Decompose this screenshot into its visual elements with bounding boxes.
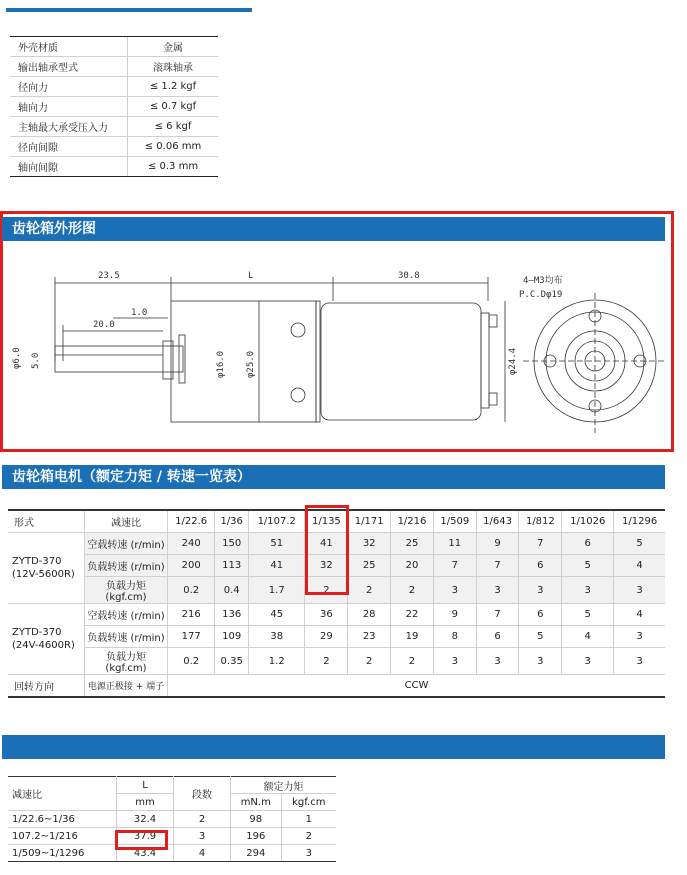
cell-L: 43.4 <box>117 845 174 862</box>
header-ratio-value: 1/643 <box>476 510 519 533</box>
table-cell: 23 <box>348 626 391 648</box>
spec-value: ≤ 1.2 kgf <box>128 77 219 97</box>
table-cell: 9 <box>433 604 476 626</box>
header-mm: mm <box>117 794 174 811</box>
table-cell: 3 <box>562 577 614 604</box>
cell-stages: 4 <box>174 845 231 862</box>
row-item: 空载转速 (r/min) <box>85 604 168 626</box>
table-cell: 38 <box>249 626 305 648</box>
table-cell: 6 <box>476 626 519 648</box>
cell-L: 32.4 <box>117 811 174 828</box>
table-cell: 29 <box>305 626 348 648</box>
table-cell: 7 <box>433 555 476 577</box>
dim-phi25: φ25.0 <box>246 350 256 378</box>
rotation-condition: 电源正极接 + 端子 <box>85 675 168 698</box>
table-cell: 20 <box>391 555 434 577</box>
ratio-135-highlight-box <box>305 505 349 595</box>
dim-phi6: φ6.0 <box>12 347 22 369</box>
header-ratio-value: 1/22.6 <box>168 510 215 533</box>
header-model: 形式 <box>8 510 85 533</box>
cell-nm: 196 <box>231 828 282 845</box>
cell-ratio: 107.2~1/216 <box>8 828 117 845</box>
table-cell: 0.2 <box>168 648 215 675</box>
table-cell: 11 <box>433 533 476 555</box>
header-ratio: 减速比 <box>85 510 168 533</box>
model-name: ZYTD-370 <box>12 627 62 638</box>
table-cell: 3 <box>433 648 476 675</box>
row-item: 负载力矩 (kgf.cm) <box>85 648 168 675</box>
table-cell: 3 <box>614 577 665 604</box>
rotation-value: CCW <box>168 675 666 698</box>
header-ratio-value: 1/812 <box>519 510 562 533</box>
section-bar-length-table <box>2 735 665 759</box>
length-37-9-highlight-box <box>115 830 168 850</box>
row-item: 负载转速 (r/min) <box>85 555 168 577</box>
table-cell: 5 <box>519 626 562 648</box>
table-cell: 2 <box>305 648 348 675</box>
table-cell: 150 <box>215 533 249 555</box>
spec-row <box>10 157 218 177</box>
length-table <box>8 776 336 862</box>
cell-L: 37.9 <box>117 828 174 845</box>
table-cell: 36 <box>305 604 348 626</box>
spec-value: ≤ 0.06 mm <box>128 137 219 157</box>
table-cell: 41 <box>305 533 348 555</box>
dim-L: L <box>248 271 254 281</box>
header-ratio-value: 1/509 <box>433 510 476 533</box>
header-ratio-value: 1/135 <box>305 510 348 533</box>
rotation-label: 回转方向 <box>8 675 85 698</box>
table-cell: 5 <box>562 604 614 626</box>
spec-label: 径向力 <box>10 77 128 97</box>
table-cell: 4 <box>614 555 665 577</box>
table-row <box>8 626 665 648</box>
table-cell: 6 <box>519 604 562 626</box>
table-cell: 5 <box>614 533 665 555</box>
table-cell: 7 <box>519 533 562 555</box>
spec-label: 轴向间隙 <box>10 157 128 177</box>
table-cell: 3 <box>519 577 562 604</box>
dim-30-8: 30.8 <box>398 271 420 281</box>
table-cell: 0.2 <box>168 577 215 604</box>
cell-stages: 2 <box>174 811 231 828</box>
row-item: 负载转速 (r/min) <box>85 626 168 648</box>
spec-row <box>10 117 218 137</box>
dim-holes: 4—M3均布 <box>523 276 563 286</box>
cell-nm: 98 <box>231 811 282 828</box>
gearbox-outline-drawing <box>3 243 671 443</box>
table-cell: 4 <box>562 626 614 648</box>
model-spec: (24V-4600R) <box>12 640 75 651</box>
table-cell: 2 <box>348 648 391 675</box>
header-torque: 额定力矩 <box>231 777 337 794</box>
table-cell: 4 <box>614 604 665 626</box>
model-cell <box>8 533 85 604</box>
table-cell: 2 <box>391 648 434 675</box>
table-cell: 2 <box>305 577 348 604</box>
table-cell: 216 <box>168 604 215 626</box>
spec-label: 输出轴承型式 <box>10 57 128 77</box>
table-cell: 51 <box>249 533 305 555</box>
rotation-row <box>8 675 665 698</box>
table-cell: 28 <box>348 604 391 626</box>
spec-label: 轴向力 <box>10 97 128 117</box>
header-ratio-value: 1/1026 <box>562 510 614 533</box>
section-title-motor-table: 齿轮箱电机（额定力矩 / 转速一览表） <box>2 465 665 489</box>
dim-1-0: 1.0 <box>131 308 148 318</box>
table-cell: 6 <box>562 533 614 555</box>
spec-label: 主轴最大承受压入力 <box>10 117 128 137</box>
header-ratio-value: 1/216 <box>391 510 434 533</box>
header-L: L <box>117 777 174 794</box>
table-cell: 5 <box>562 555 614 577</box>
section-title-outline: 齿轮箱外形图 <box>2 217 665 241</box>
spec-label: 径向间隙 <box>10 137 128 157</box>
table-cell: 3 <box>614 626 665 648</box>
spec-row <box>10 77 218 97</box>
table-cell: 2 <box>348 577 391 604</box>
table-cell: 113 <box>215 555 249 577</box>
header-ratio-value: 1/36 <box>215 510 249 533</box>
table-cell: 0.35 <box>215 648 249 675</box>
table-cell: 19 <box>391 626 434 648</box>
table-row <box>8 604 665 626</box>
cell-stages: 3 <box>174 828 231 845</box>
table-cell: 136 <box>215 604 249 626</box>
cell-kgf: 1 <box>281 811 336 828</box>
cell-kgf: 3 <box>281 845 336 862</box>
table-cell: 25 <box>391 533 434 555</box>
spec-row <box>10 57 218 77</box>
spec-value: ≤ 0.7 kgf <box>128 97 219 117</box>
dim-5-0: 5.0 <box>31 352 41 369</box>
table-cell: 3 <box>476 648 519 675</box>
table-cell: 3 <box>519 648 562 675</box>
spec-value: ≤ 0.3 mm <box>128 157 219 177</box>
table-cell: 41 <box>249 555 305 577</box>
spec-value: ≤ 6 kgf <box>128 117 219 137</box>
table-cell: 32 <box>348 533 391 555</box>
table-cell: 109 <box>215 626 249 648</box>
table-cell: 2 <box>391 577 434 604</box>
table-cell: 3 <box>433 577 476 604</box>
header-mnm: mN.m <box>231 794 282 811</box>
row-item: 空载转速 (r/min) <box>85 533 168 555</box>
spec-label: 外壳材质 <box>10 37 128 57</box>
table-cell: 1.7 <box>249 577 305 604</box>
dim-phi16: φ16.0 <box>216 350 226 378</box>
header-ratio-value: 1/107.2 <box>249 510 305 533</box>
table-row <box>8 845 336 862</box>
table-cell: 1.2 <box>249 648 305 675</box>
table-cell: 0.4 <box>215 577 249 604</box>
spec-row <box>10 37 218 57</box>
table-cell: 3 <box>562 648 614 675</box>
spec-row <box>10 137 218 157</box>
spec-value: 金属 <box>128 37 219 57</box>
table-cell: 200 <box>168 555 215 577</box>
header-stages: 段数 <box>174 777 231 811</box>
spec-table <box>10 36 218 177</box>
spec-row <box>10 97 218 117</box>
table-row <box>8 648 665 675</box>
row-item: 负载力矩 (kgf.cm) <box>85 577 168 604</box>
table-cell: 7 <box>476 555 519 577</box>
dim-20-0: 20.0 <box>93 320 115 330</box>
header-ratio-value: 1/1296 <box>614 510 665 533</box>
spec-value: 滚珠轴承 <box>128 57 219 77</box>
table-cell: 3 <box>614 648 665 675</box>
header-kgfcm: kgf.cm <box>281 794 336 811</box>
cell-ratio: 1/509~1/1296 <box>8 845 117 862</box>
cell-nm: 294 <box>231 845 282 862</box>
table-cell: 177 <box>168 626 215 648</box>
table-cell: 45 <box>249 604 305 626</box>
table-cell: 9 <box>476 533 519 555</box>
dim-23-5: 23.5 <box>98 271 120 281</box>
table-cell: 7 <box>476 604 519 626</box>
header-ratio-value: 1/171 <box>348 510 391 533</box>
dim-pcd: P.C.Dφ19 <box>519 290 563 300</box>
table-cell: 8 <box>433 626 476 648</box>
table-cell: 3 <box>476 577 519 604</box>
cell-ratio: 1/22.6~1/36 <box>8 811 117 828</box>
dim-phi24-4: φ24.4 <box>508 347 518 375</box>
cell-kgf: 2 <box>281 828 336 845</box>
top-accent-bar <box>6 8 252 12</box>
model-spec: (12V-5600R) <box>12 569 75 580</box>
model-name: ZYTD-370 <box>12 556 62 567</box>
table-row <box>8 811 336 828</box>
header-ratio: 减速比 <box>8 777 117 811</box>
table-cell: 32 <box>305 555 348 577</box>
table-row <box>8 828 336 845</box>
table-cell: 240 <box>168 533 215 555</box>
model-cell <box>8 604 85 675</box>
table-cell: 25 <box>348 555 391 577</box>
table-cell: 22 <box>391 604 434 626</box>
table-cell: 6 <box>519 555 562 577</box>
